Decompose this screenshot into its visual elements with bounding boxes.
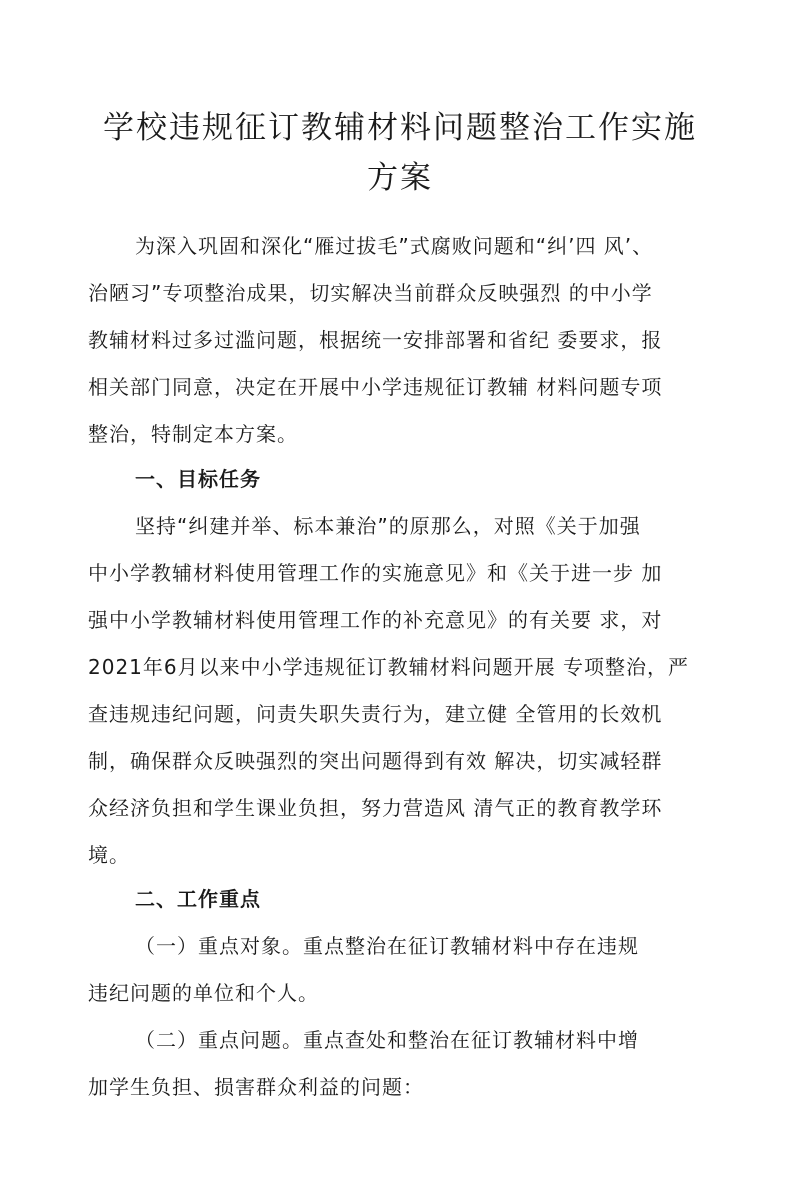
document-title-line-2: 方案 xyxy=(367,160,433,196)
section-1-line-1: 坚持“纠建并举、标本兼治”的原那么，对照《关于加强 xyxy=(135,514,641,538)
document-title-line-1: 学校违规征订教辅材料问题整治工作实施 xyxy=(103,110,697,146)
intro-line-3: 教辅材料过多过滥问题，根据统一安排部署和省纪 委要求，报 xyxy=(88,328,663,352)
section-1-line-2: 中小学教辅材料使用管理工作的实施意见》和《关于进一步 加 xyxy=(88,561,663,585)
item-1-line-2: 违纪问题的单位和个人。 xyxy=(88,981,319,1005)
section-1-heading: 一、目标任务 xyxy=(135,467,261,491)
section-1-line-4: 2021年6月以来中小学违规征订教辅材料问题开展 专项整治，严 xyxy=(88,655,689,679)
section-1-line-5: 查违规违纪问题，问责失职失责行为，建立健 全管用的长效机 xyxy=(88,702,663,726)
item-2-line-1: （二）重点问题。重点查处和整治在征订教辅材料中增 xyxy=(135,1028,639,1052)
section-1-line-6: 制，确保群众反映强烈的突出问题得到有效 解决，切实减轻群 xyxy=(88,749,663,773)
intro-line-2: 治陋习”专项整治成果，切实解决当前群众反映强烈 的中小学 xyxy=(88,281,653,305)
section-1-line-7: 众经济负担和学生课业负担，努力营造风 清气正的教育教学环 xyxy=(88,796,663,820)
intro-line-5: 整治，特制定本方案。 xyxy=(88,422,298,446)
intro-line-1: 为深入巩固和深化“雁过拔毛”式腐败问题和“纠’四 风’、 xyxy=(135,234,654,258)
item-2-line-2: 加学生负担、损害群众利益的问题： xyxy=(88,1075,424,1099)
item-1-line-1: （一）重点对象。重点整治在征订教辅材料中存在违规 xyxy=(135,934,639,958)
intro-line-4: 相关部门同意，决定在开展中小学违规征订教辅 材料问题专项 xyxy=(88,375,663,399)
section-1-line-3: 强中小学教辅材料使用管理工作的补充意见》的有关要 求，对 xyxy=(88,608,663,632)
section-2-heading: 二、工作重点 xyxy=(135,887,261,911)
section-1-line-8: 境。 xyxy=(88,843,130,867)
